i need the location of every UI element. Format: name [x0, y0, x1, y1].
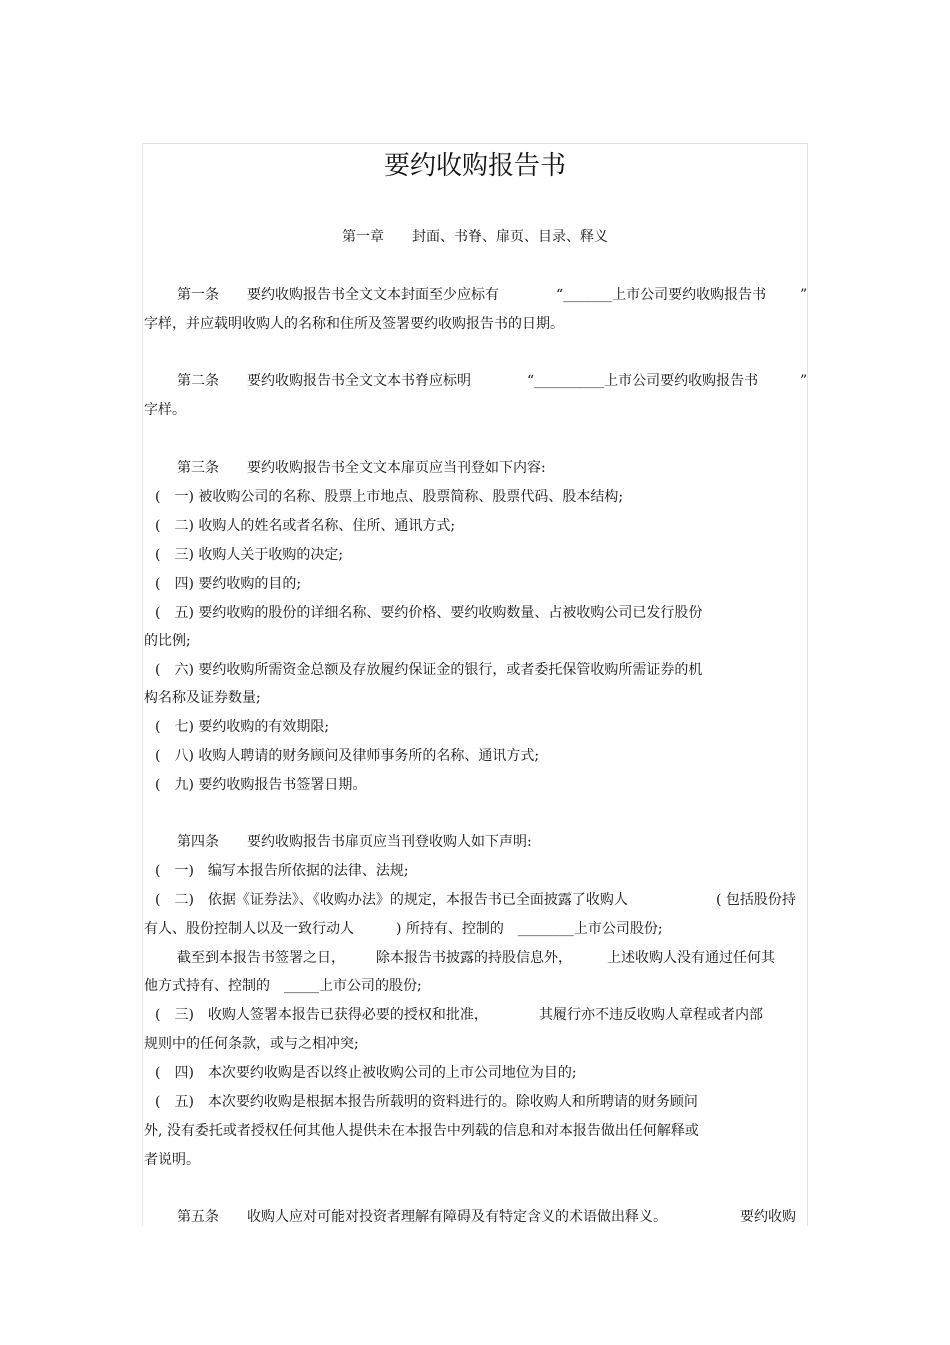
article-3-item: ( 七) 要约收购的有效期限; — [155, 719, 330, 735]
article-4-item-3-b: 其履行亦不违反收购人章程或者内部 — [539, 1007, 763, 1023]
article-3-item-cont: 的比例; — [144, 633, 191, 649]
article-3-line-1: 第三条 要约收购报告书全文文本扉页应当刊登如下内容: — [177, 460, 546, 476]
chapter-heading: 第一章 封面、书脊、扉页、目录、释义 — [342, 229, 608, 245]
article-4-item-5-cont: 外, 没有委托或者授权任何其他人提供未在本报告中列载的信息和对本报告做出任何解释或 — [144, 1123, 699, 1139]
article-3-item: ( 八) 收购人聘请的财务顾问及律师事务所的名称、通讯方式; — [155, 748, 540, 764]
article-2-quote: “__________上市公司要约收购报告书 — [527, 373, 759, 389]
article-3-item: ( 三) 收购人关于收购的决定; — [155, 547, 344, 563]
article-2-line-1: 第二条 要约收购报告书全文文本书脊应标明 — [177, 373, 471, 389]
article-3-item: ( 九) 要约收购报告书签署日期。 — [155, 777, 367, 793]
document-title: 要约收购报告书 — [383, 151, 566, 181]
article-4-item-5: ( 五) 本次要约收购是根据本报告所载明的资料进行的。除收购人和所聘请的财务顾问 — [155, 1094, 698, 1110]
article-1-quote: “_______上市公司要约收购报告书 — [556, 287, 767, 303]
article-4-item-3-cont: 规则中的任何条款，或与之相冲突; — [144, 1036, 359, 1052]
article-5-line-1: 第五条 收购人应对可能对投资者理解有障碍及有特定含义的术语做出释义。 — [177, 1209, 667, 1225]
article-4-item-2: ( 二) 依据《证券法》、《收购办法》的规定，本报告书已全面披露了收购人 — [155, 892, 628, 908]
article-3-item: ( 四) 要约收购的目的; — [155, 576, 302, 592]
article-4-item-2-paren: ( 包括股份持 — [716, 892, 796, 908]
article-5-line-1-end: 要约收购 — [740, 1209, 796, 1225]
article-4-para-c: 上述收购人没有通过任何其 — [607, 950, 775, 966]
article-4-item-2-cont-b: ) 所持有、控制的 ________上市公司股份; — [396, 921, 663, 937]
article-3-item: ( 六) 要约收购所需资金总额及存放履约保证金的银行，或者委托保管收购所需证券的机 — [155, 662, 703, 678]
article-1-line-2: 字样，并应载明收购人的名称和住所及签署要约收购报告书的日期。 — [144, 316, 564, 332]
article-3-item-cont: 构名称及证券数量; — [144, 690, 261, 706]
article-4-item-2-cont: 有人、股份控制人以及一致行动人 — [144, 921, 354, 937]
article-4-item-4: ( 四) 本次要约收购是否以终止被收购公司的上市公司地位为目的; — [155, 1065, 577, 1081]
article-1-quote-end: ” — [800, 287, 808, 303]
article-4-para-a: 截至到本报告书签署之日， — [177, 950, 345, 966]
article-3-item: ( 一) 被收购公司的名称、股票上市地点、股票简称、股票代码、股本结构; — [155, 489, 624, 505]
article-4-line-1: 第四条 要约收购报告书扉页应当刊登收购人如下声明: — [177, 834, 532, 850]
article-4-item-5-end: 者说明。 — [144, 1152, 200, 1168]
article-3-item: ( 五) 要约收购的股份的详细名称、要约价格、要约收购数量、占被收购公司已发行股份 — [155, 605, 703, 621]
article-1-line-1: 第一条 要约收购报告书全文文本封面至少应标有 — [177, 287, 499, 303]
article-2-line-2: 字样。 — [144, 402, 186, 418]
article-4-para-d: 他方式持有、控制的 _____上市公司的股份; — [144, 978, 422, 994]
article-4-para-b: 除本报告书披露的持股信息外， — [376, 950, 572, 966]
article-4-item-1: ( 一) 编写本报告所依据的法律、法规; — [155, 863, 409, 879]
article-4-item-3: ( 三) 收购人签署本报告已获得必要的授权和批准， — [155, 1007, 488, 1023]
article-2-quote-end: ” — [800, 373, 808, 389]
article-3-item: ( 二) 收购人的姓名或者名称、住所、通讯方式; — [155, 518, 456, 534]
